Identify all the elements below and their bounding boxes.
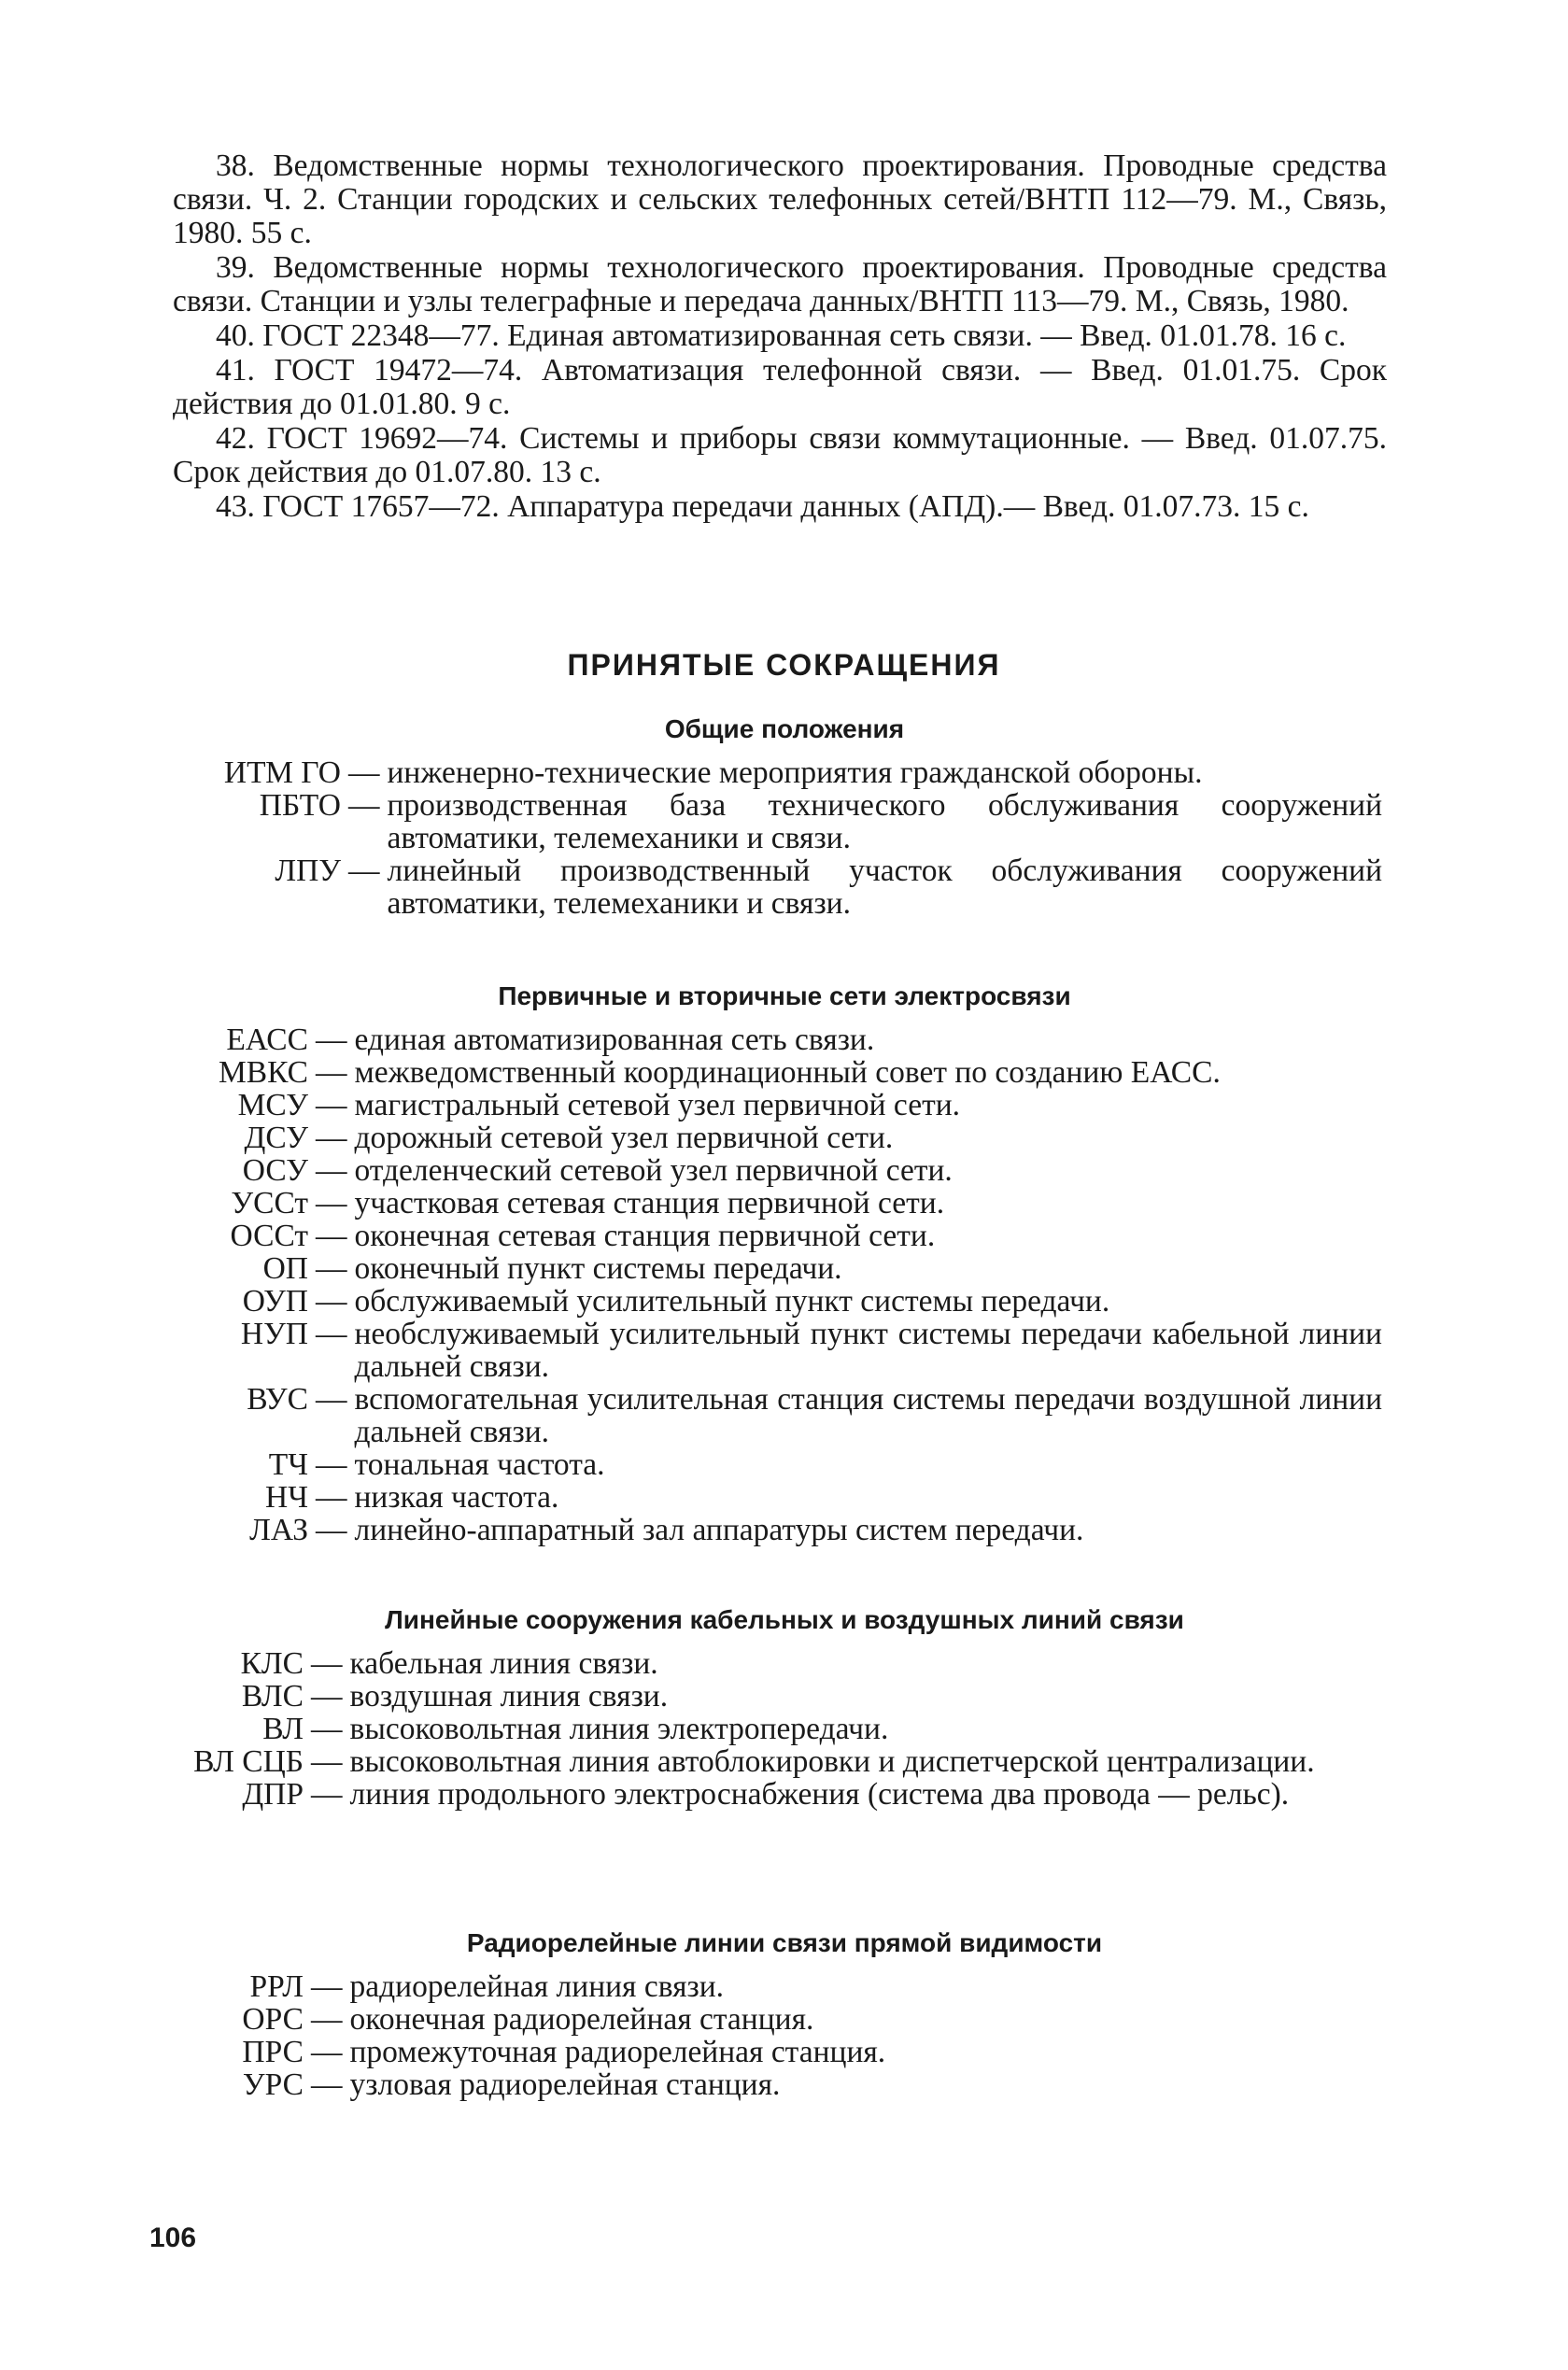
abbreviation-term: ЛАЗ: [249, 1513, 308, 1547]
abbreviation-term: УССт: [231, 1186, 308, 1220]
abbreviation-term: ТЧ: [268, 1447, 308, 1482]
abbreviation-row: [149, 1089, 1382, 1122]
dash: —: [348, 788, 380, 823]
reference-item: 41. ГОСТ 19472—74. Автоматизация телефонной связи. — Введ. 01.01.75. Срок действия до 01.01.80. 9 с.: [173, 353, 1387, 421]
section-title: Первичные и вторичные сети электросвязи: [498, 981, 1071, 1010]
abbreviation-term: ВЛ СЦБ: [193, 1744, 304, 1779]
dash: —: [348, 853, 380, 888]
abbreviation-list: [149, 1023, 1382, 1546]
abbreviation-term: РРЛ: [249, 1969, 304, 2004]
section-radio-relay: [149, 1927, 1382, 2101]
dash: —: [311, 2002, 343, 2037]
abbreviation-row: [149, 1383, 1382, 1448]
abbreviation-definition: оконечная сетевая станция первичной сети.: [354, 1219, 936, 1253]
abbreviation-row: [149, 1713, 1382, 1745]
dash: —: [316, 1023, 347, 1057]
abbreviation-row: [149, 2036, 1382, 2068]
abbreviation-definition: обслуживаемый усилительный пункт системы передачи.: [354, 1284, 1110, 1319]
abbreviation-definition: высоковольтная линия автоблокировки и диспетчерской централизации.: [349, 1744, 1315, 1779]
abbreviation-row: [149, 1514, 1382, 1546]
abbreviation-term: КЛС: [240, 1646, 304, 1681]
dash: —: [316, 1219, 347, 1253]
abbreviation-definition: производственная база технического обслуживания сооружений автоматики, телемеханики и связи.: [387, 788, 1382, 855]
main-title: ПРИНЯТЫЕ СОКРАЩЕНИЯ: [567, 648, 1001, 682]
abbreviation-definition: низкая частота.: [354, 1480, 559, 1515]
abbreviation-term: ЛПУ: [275, 853, 341, 888]
dash: —: [311, 1777, 343, 1812]
dash: —: [316, 1153, 347, 1188]
abbreviation-row: [149, 2068, 1382, 2101]
abbreviation-row: [149, 1481, 1382, 1514]
abbreviation-list: [149, 1647, 1382, 1811]
abbreviation-row: [149, 756, 1382, 789]
abbreviation-definition: оконечный пункт системы передачи.: [354, 1251, 842, 1286]
abbreviation-row: [149, 1252, 1382, 1285]
abbreviation-row: [149, 2003, 1382, 2036]
abbreviation-term: ПБТО: [259, 788, 341, 823]
abbreviation-row: [149, 1056, 1382, 1089]
reference-item: 42. ГОСТ 19692—74. Системы и приборы связи коммутационные. — Введ. 01.07.75. Срок действия до 01.07.80. 13 с.: [173, 421, 1387, 489]
abbreviation-definition: тональная частота.: [354, 1447, 605, 1482]
dash: —: [311, 1679, 343, 1714]
abbreviation-definition: радиорелейная линия связи.: [349, 1969, 725, 2004]
abbreviation-definition: воздушная линия связи.: [349, 1679, 669, 1714]
abbreviation-row: [149, 1023, 1382, 1056]
abbreviation-row: [149, 789, 1382, 854]
abbreviation-term: ВЛ: [262, 1712, 304, 1746]
abbreviation-row: [149, 1154, 1382, 1187]
abbreviation-definition: инженерно-технические мероприятия гражданской обороны.: [387, 755, 1203, 790]
abbreviation-row: [149, 1220, 1382, 1252]
abbreviation-row: [149, 1448, 1382, 1481]
abbreviation-definition: линия продольного электроснабжения (система два провода — рельс).: [349, 1777, 1290, 1812]
dash: —: [316, 1382, 347, 1417]
abbreviation-list: [149, 756, 1382, 920]
abbreviation-term: ОССт: [230, 1219, 308, 1253]
dash: —: [316, 1447, 347, 1482]
reference-item: 39. Ведомственные нормы технологического проектирования. Проводные средства связи. Станции и узлы телеграфные и передача данных/ВНТП 113—79. М., Связь, 1980.: [173, 250, 1387, 318]
dash: —: [316, 1480, 347, 1515]
reference-item: 40. ГОСТ 22348—77. Единая автоматизированная сеть связи. — Введ. 01.01.78. 16 с.: [216, 318, 1347, 353]
section-title: Линейные сооружения кабельных и воздушных линий связи: [385, 1605, 1184, 1634]
abbreviation-row: [149, 1187, 1382, 1220]
abbreviation-row: [149, 1680, 1382, 1713]
abbreviation-term: ДСУ: [244, 1121, 308, 1155]
abbreviation-definition: магистральный сетевой узел первичной сети.: [354, 1088, 961, 1122]
page-number: 106: [149, 2222, 197, 2253]
section-title: Радиорелейные линии связи прямой видимости: [466, 1928, 1103, 1957]
reference-list: [173, 149, 1387, 525]
dash: —: [311, 2035, 343, 2069]
abbreviation-definition: отделенческий сетевой узел первичной сети.: [354, 1153, 953, 1188]
abbreviation-term: ИТМ ГО: [223, 755, 341, 790]
abbreviation-row: [149, 1318, 1382, 1383]
abbreviation-row: [149, 854, 1382, 920]
abbreviation-row: [149, 1745, 1382, 1778]
abbreviation-term: ОП: [262, 1251, 308, 1286]
abbreviation-row: [149, 1285, 1382, 1318]
dash: —: [311, 1646, 343, 1681]
abbreviation-definition: узловая радиорелейная станция.: [349, 2067, 781, 2102]
section-networks: [149, 980, 1382, 1546]
abbreviation-row: [149, 1122, 1382, 1154]
abbreviation-definition: вспомогательная усилительная станция системы передачи воздушной линии дальней связи.: [354, 1382, 1382, 1449]
abbreviation-definition: единая автоматизированная сеть связи.: [354, 1023, 875, 1057]
abbreviation-term: ПРС: [242, 2035, 304, 2069]
abbreviation-term: ДПР: [242, 1777, 304, 1812]
abbreviation-definition: линейно-аппаратный зал аппаратуры систем передачи.: [354, 1513, 1084, 1547]
abbreviation-definition: межведомственный координационный совет по созданию ЕАСС.: [354, 1055, 1221, 1090]
dash: —: [316, 1513, 347, 1547]
dash: —: [311, 1969, 343, 2004]
dash: —: [316, 1251, 347, 1286]
section-lines: [149, 1604, 1382, 1811]
abbreviation-row: [149, 1778, 1382, 1811]
abbreviation-term: ЕАСС: [226, 1023, 308, 1057]
abbreviation-definition: оконечная радиорелейная станция.: [349, 2002, 814, 2037]
abbreviation-term: ОРС: [242, 2002, 304, 2037]
abbreviation-list: [149, 1970, 1382, 2101]
abbreviation-term: НЧ: [265, 1480, 308, 1515]
abbreviation-term: НУП: [240, 1317, 308, 1351]
dash: —: [316, 1317, 347, 1351]
abbreviation-definition: дорожный сетевой узел первичной сети.: [354, 1121, 894, 1155]
abbreviation-term: МВКС: [219, 1055, 308, 1090]
abbreviation-term: УРС: [242, 2067, 304, 2102]
dash: —: [348, 755, 380, 790]
section-general: [149, 713, 1382, 920]
abbreviation-row: [149, 1970, 1382, 2003]
reference-item: 38. Ведомственные нормы технологического проектирования. Проводные средства связи. Ч. 2. Станции городских и сельских телефонных сетей/ВНТП 112—79. М., Связь, 1980. 55 с.: [173, 148, 1387, 250]
dash: —: [316, 1186, 347, 1220]
abbreviation-term: ВЛС: [241, 1679, 304, 1714]
abbreviation-term: МСУ: [237, 1088, 308, 1122]
dash: —: [311, 2067, 343, 2102]
dash: —: [316, 1088, 347, 1122]
abbreviation-term: ОУП: [242, 1284, 308, 1319]
abbreviation-definition: высоковольтная линия электропередачи.: [349, 1712, 889, 1746]
abbreviation-definition: участковая сетевая станция первичной сети.: [354, 1186, 945, 1220]
abbreviation-row: [149, 1647, 1382, 1680]
reference-item: 43. ГОСТ 17657—72. Аппаратура передачи данных (АПД).— Введ. 01.07.73. 15 с.: [216, 489, 1309, 524]
abbreviation-term: ВУС: [247, 1382, 308, 1417]
abbreviation-term: ОСУ: [242, 1153, 308, 1188]
dash: —: [316, 1055, 347, 1090]
abbreviation-definition: линейный производственный участок обслуживания сооружений автоматики, телемеханики и связи.: [387, 853, 1382, 921]
section-title: Общие положения: [664, 714, 905, 743]
abbreviation-definition: промежуточная радиорелейная станция.: [349, 2035, 886, 2069]
dash: —: [311, 1712, 343, 1746]
dash: —: [316, 1284, 347, 1319]
abbreviation-definition: необслуживаемый усилительный пункт системы передачи кабельной линии дальней связи.: [354, 1317, 1382, 1384]
dash: —: [316, 1121, 347, 1155]
abbreviation-definition: кабельная линия связи.: [349, 1646, 658, 1681]
dash: —: [311, 1744, 343, 1779]
